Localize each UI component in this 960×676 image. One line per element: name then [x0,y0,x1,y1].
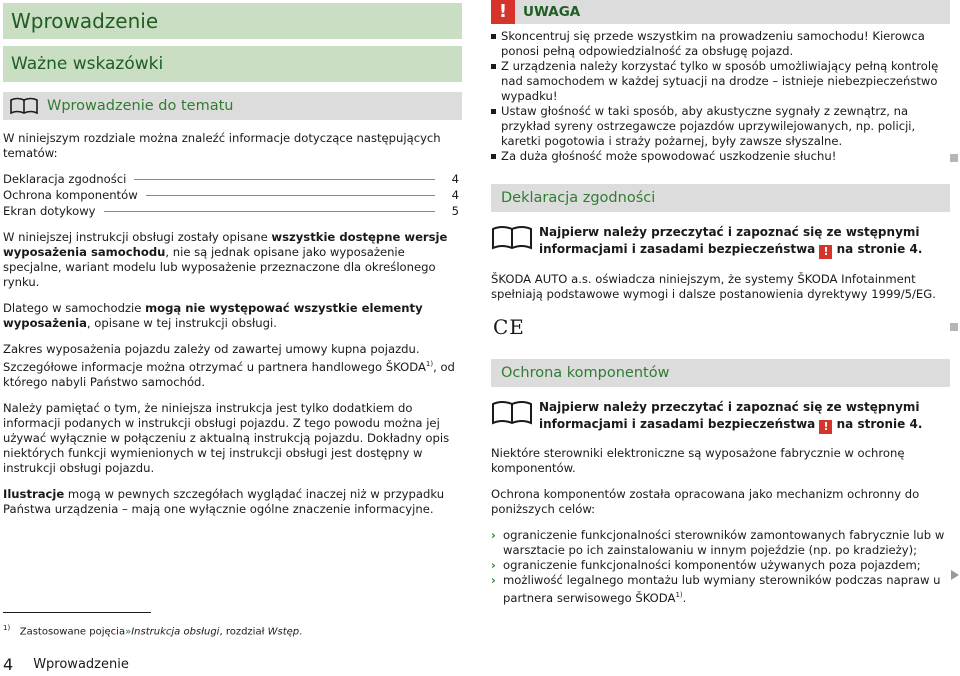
section-end-marker [950,154,958,162]
paragraph-addendum: Należy pamiętać o tym, że niniejsza instrukcja jest tylko dodatkiem do informacji podanych w instrukcji obsługi pojazdu. Z tego powodu można jej używać wyłącznie w połączeniu z aktualną instrukcją pojazdu. Dokładny opis niektórych funkcji wymienionych w tej instrukcji obsługi jest dostępny w instrukcji obsługi pojazdu. [3,400,450,475]
footnote [3,621,302,639]
toc-label: Ekran dotykowy [3,203,96,218]
topic-list [3,171,462,219]
text-run: mogą w pewnych szczegółach wyglądać inaczej niż w przypadku Państwa urządzenia – mają one wyłącznie ogólne znaczenie informacyjne. [3,486,445,516]
toc-item[interactable] [3,187,462,203]
chevron-right-icon: › [491,528,496,542]
text-run: , od którego nabyli Państwo samochód. [3,359,455,389]
section-declaration-title: Deklaracja zgodności [491,184,950,212]
chevron-right-icon: › [491,558,496,572]
book-icon [9,97,39,115]
toc-page: 4 [451,171,459,186]
warning-icon: ! [491,0,515,24]
warning-body [491,24,950,164]
warning-title: UWAGA [523,3,581,20]
page-number: 4 [3,655,14,674]
book-icon [491,400,533,426]
declaration-text: ŠKODA AUTO a.s. oświadcza niniejszym, że systemy ŠKODA Infotainment spełniają podstawowe wymogi i dalsze postanowienia dyrektywy 1999/5/EG. [491,272,936,301]
text-run: Zakres wyposażenia pojazdu zależy od zawartej umowy kupna pojazdu. Szczegółowe informacje można otrzymać u partnera handlowego ŠKODA [3,342,426,374]
warning-header [491,0,950,24]
link-arrow-icon: » [125,626,132,638]
text-run-bold: mogą nie występować wszystkie elementy wyposażenia [3,301,423,330]
safety-note [491,399,950,434]
paragraph-illustrations [3,487,462,517]
warning-item: Za duża głośność może spowodować uszkodzenie słuchu! [491,149,950,164]
text-run: Dlatego w samochodzie [3,301,146,315]
footnote-divider [3,612,151,613]
paragraph-equipment-scope [3,342,462,390]
page-link[interactable]: na stronie 4. [836,417,923,431]
safety-note-text [539,224,950,259]
toc-item[interactable] [3,171,462,187]
right-column [491,0,950,606]
warning-item: Skoncentruj się przede wszystkim na prowadzeniu samochodu! Kierowca ponosi pełną odpowiedzialność za obsługę pojazd. [491,29,950,59]
subsection-header [3,92,462,120]
warning-item: Z urządzenia należy korzystać tylko w sposób umożliwiający pełną kontrolę nad samochodem w każdej sytuacji na drodze – istnieje niebezpieczeństwo wypadku! [491,59,950,104]
toc-page: 5 [451,203,459,218]
warning-icon[interactable]: ! [819,420,832,434]
list-item-text: możliwość legalnego montażu lub wymiany sterowników podczas napraw u partnera serwisowego ŠKODA [503,573,941,605]
text-run-bold: wszystkie dostępne wersje wyposażenia samochodu [3,230,448,259]
page-link[interactable]: na stronie 4. [836,242,923,256]
footnote-link[interactable]: Instrukcja obsługi [131,626,220,638]
chapter-title: Wprowadzenie [3,3,462,39]
toc-leader [104,211,435,212]
ce-mark: CE [493,315,525,339]
components-paragraph-2: Ochrona komponentów została opracowana jako mechanizm ochronny do poniższych celów: [491,487,920,516]
intro-text: W niniejszym rozdziale można znaleźć informacje dotyczące następujących tematów: [3,131,441,160]
text-run: Najpierw należy przeczytać i zapoznać się ze wstępnymi informacjami i zasadami bezpieczeństwa [539,225,920,256]
list-item-text: ograniczenie funkcjonalności sterowników zamontowanych fabrycznie lub w warsztacie po ich zainstalowaniu w innym pojeździe (np. po kradzieży); [503,528,945,557]
safety-note [491,224,950,259]
list-item [491,558,950,573]
text-run: , nie są jednak opisane jako wyposażenie specjalne, wariant modelu lub wyposażenie przeznaczone dla określonego rynku. [3,245,436,289]
continue-arrow-icon [951,570,959,580]
section-components-title: Ochrona komponentów [491,359,950,387]
left-column [3,3,462,517]
text-run: , opisane w tej instrukcji obsługi. [86,316,277,330]
toc-page: 4 [451,187,459,202]
text-run: W niniejszej instrukcji obsługi zostały opisane [3,230,272,244]
components-list [491,528,950,606]
footnote-text: , rozdział [219,626,265,638]
book-icon [491,225,533,251]
page-footer-title: Wprowadzenie [33,657,129,672]
footnote-ref-name: Wstęp [267,626,300,638]
subsection-title: Wprowadzenie do tematu [47,98,234,114]
list-item [491,573,950,606]
list-item-text: ograniczenie funkcjonalności komponentów używanych poza pojazdem; [503,558,921,572]
text-run-bold: Ilustracje [3,486,65,501]
section-title: Ważne wskazówki [3,46,462,82]
safety-note-text [539,399,950,434]
paragraph-versions [3,230,462,290]
toc-label: Deklaracja zgodności [3,171,127,186]
chevron-right-icon: › [491,573,496,587]
text-run: . [682,590,687,605]
toc-leader [146,195,435,196]
footnote-mark: 1) [3,624,11,632]
toc-item[interactable] [3,203,462,219]
page-footer [3,657,129,672]
toc-leader [134,179,435,180]
warning-item: Ustaw głośność w taki sposób, aby akustyczne sygnały z zewnątrz, na przykład syreny ostrzegawcze pojazdów uprzywilejowanych, np. policji, karetki pogotowia i straży pożarnej, były zawsze słyszalne. [491,104,950,149]
footnote-text: Zastosowane pojęcia [19,626,126,638]
footnote-ref[interactable]: 1) [425,360,434,368]
toc-label: Ochrona komponentów [3,187,138,202]
footnote-ref[interactable]: 1) [675,591,683,599]
text-run: Najpierw należy przeczytać i zapoznać się ze wstępnymi informacjami i zasadami bezpieczeństwa [539,400,920,431]
section-end-marker [950,323,958,331]
components-paragraph-1: Niektóre sterowniki elektroniczne są wyposażone fabrycznie w ochronę komponentów. [491,446,905,475]
list-item [491,528,950,558]
paragraph-missing-equipment [3,301,462,331]
warning-icon[interactable]: ! [819,245,832,259]
footnote-text: . [299,626,303,638]
